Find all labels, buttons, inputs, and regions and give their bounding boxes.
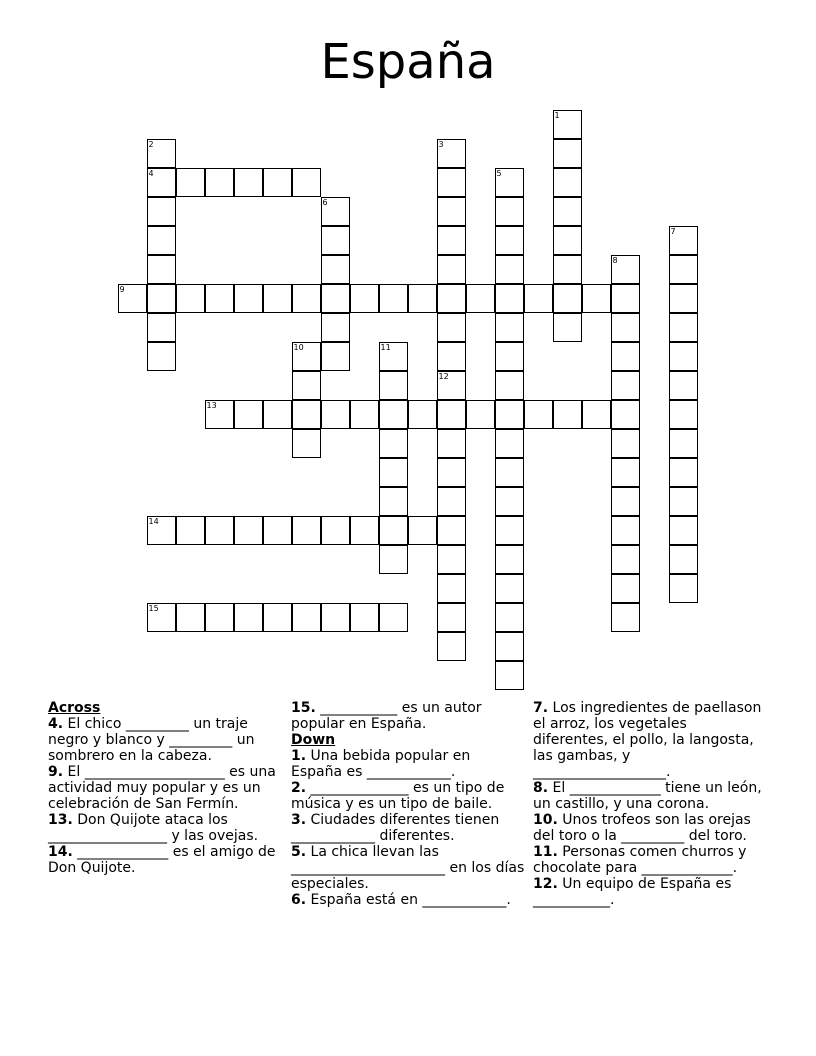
grid-cell[interactable]: [582, 284, 611, 313]
clue-number: 14: [148, 517, 159, 526]
grid-cell[interactable]: [669, 487, 698, 516]
clue-number: 10.: [533, 812, 558, 828]
grid-cell[interactable]: [437, 574, 466, 603]
grid-cell[interactable]: [118, 284, 147, 313]
grid-cell[interactable]: [234, 284, 263, 313]
grid-cell[interactable]: [553, 313, 582, 342]
clue: [48, 812, 280, 844]
grid-cell[interactable]: [234, 603, 263, 632]
grid-cell[interactable]: [466, 284, 495, 313]
grid-cell[interactable]: [321, 284, 350, 313]
clue-number: 5.: [291, 844, 307, 860]
clue-text: La chica llevan las ______________________ en los días especiales.: [291, 844, 525, 892]
grid-cell[interactable]: [350, 400, 379, 429]
grid-cell[interactable]: [495, 574, 524, 603]
grid-cell[interactable]: [669, 516, 698, 545]
grid-cell[interactable]: [263, 400, 292, 429]
clue-text: El ____________________ es una actividad muy popular y es un celebración de San Fermín.: [48, 764, 276, 812]
grid-cell[interactable]: [350, 284, 379, 313]
clue-number: 1: [554, 111, 560, 120]
clue-text: Personas comen churros y chocolate para _____________.: [533, 844, 747, 876]
grid-cell[interactable]: [553, 139, 582, 168]
grid-cell[interactable]: [147, 197, 176, 226]
grid-cell[interactable]: [379, 487, 408, 516]
grid-cell[interactable]: [292, 603, 321, 632]
grid-cell[interactable]: [437, 516, 466, 545]
grid-cell[interactable]: [669, 226, 698, 255]
clue-number: 6: [322, 198, 328, 207]
grid-cell[interactable]: [495, 487, 524, 516]
grid-cell[interactable]: [669, 371, 698, 400]
grid-cell[interactable]: [292, 429, 321, 458]
grid-cell[interactable]: [147, 255, 176, 284]
grid-cell[interactable]: [437, 313, 466, 342]
grid-cell[interactable]: [553, 284, 582, 313]
grid-cell[interactable]: [495, 458, 524, 487]
grid-cell[interactable]: [495, 632, 524, 661]
grid-cell[interactable]: [669, 342, 698, 371]
clue-section-heading: Down: [291, 732, 336, 748]
grid-cell[interactable]: [321, 342, 350, 371]
grid-cell[interactable]: [495, 197, 524, 226]
grid-cell[interactable]: [495, 313, 524, 342]
clue: [48, 716, 280, 764]
grid-cell[interactable]: [437, 284, 466, 313]
grid-cell[interactable]: [147, 342, 176, 371]
grid-cell[interactable]: [669, 400, 698, 429]
grid-cell[interactable]: [147, 139, 176, 168]
grid-cell[interactable]: [147, 516, 176, 545]
grid-cell[interactable]: [437, 603, 466, 632]
grid-cell[interactable]: [350, 516, 379, 545]
clue: [291, 892, 525, 908]
clue: [533, 812, 763, 844]
grid-cell[interactable]: [350, 603, 379, 632]
grid-cell[interactable]: [669, 574, 698, 603]
grid-cell[interactable]: [495, 342, 524, 371]
clue-number: 7: [670, 227, 676, 236]
grid-cell[interactable]: [292, 371, 321, 400]
grid-cell[interactable]: [234, 516, 263, 545]
grid-cell[interactable]: [611, 545, 640, 574]
grid-cell[interactable]: [495, 284, 524, 313]
clue-number: 3.: [291, 812, 307, 828]
clue-column-3: [533, 700, 763, 908]
clue-number: 8: [612, 256, 618, 265]
grid-cell[interactable]: [524, 400, 553, 429]
grid-cell[interactable]: [321, 313, 350, 342]
grid-cell[interactable]: [495, 168, 524, 197]
clue-number: 15.: [291, 700, 316, 716]
grid-cell[interactable]: [321, 226, 350, 255]
grid-cell[interactable]: [611, 255, 640, 284]
grid-cell[interactable]: [205, 284, 234, 313]
clue: [48, 844, 280, 876]
grid-cell[interactable]: [408, 516, 437, 545]
grid-cell[interactable]: [553, 197, 582, 226]
grid-cell[interactable]: [611, 603, 640, 632]
clue-number: 9.: [48, 764, 64, 780]
clue: [533, 780, 763, 812]
grid-cell[interactable]: [466, 400, 495, 429]
grid-cell[interactable]: [437, 226, 466, 255]
grid-cell[interactable]: [553, 255, 582, 284]
grid-cell[interactable]: [234, 400, 263, 429]
grid-cell[interactable]: [437, 168, 466, 197]
grid-cell[interactable]: [263, 168, 292, 197]
clue-number: 4.: [48, 716, 64, 732]
grid-cell[interactable]: [553, 110, 582, 139]
grid-cell[interactable]: [611, 371, 640, 400]
grid-cell[interactable]: [205, 603, 234, 632]
grid-cell[interactable]: [669, 545, 698, 574]
clue-section-heading: Across: [48, 700, 101, 716]
grid-cell[interactable]: [205, 168, 234, 197]
clue: [533, 844, 763, 876]
grid-cell[interactable]: [611, 429, 640, 458]
clue: [533, 876, 763, 908]
clue-text: _____________ es el amigo de Don Quijote.: [48, 844, 276, 876]
grid-cell[interactable]: [437, 139, 466, 168]
clue: [291, 748, 525, 780]
grid-cell[interactable]: [495, 255, 524, 284]
grid-cell[interactable]: [321, 603, 350, 632]
clue-text: Un equipo de España es ___________.: [533, 876, 732, 908]
grid-cell[interactable]: [176, 516, 205, 545]
grid-cell[interactable]: [495, 545, 524, 574]
grid-cell[interactable]: [234, 168, 263, 197]
grid-cell[interactable]: [437, 545, 466, 574]
grid-cell[interactable]: [176, 603, 205, 632]
grid-cell[interactable]: [379, 400, 408, 429]
grid-cell[interactable]: [553, 168, 582, 197]
grid-cell[interactable]: [495, 603, 524, 632]
clue-text: Una bebida popular en España es ____________.: [291, 748, 471, 780]
clue-text: España está en ____________.: [310, 892, 511, 908]
clue-number: 7.: [533, 700, 549, 716]
grid-cell[interactable]: [437, 342, 466, 371]
grid-cell[interactable]: [495, 371, 524, 400]
clue-number: 13: [206, 401, 217, 410]
grid-cell[interactable]: [495, 516, 524, 545]
clue-number: 11.: [533, 844, 558, 860]
clue-number: 11: [380, 343, 391, 352]
clue: [48, 764, 280, 812]
clue-number: 2.: [291, 780, 307, 796]
clue-text: Los ingredientes de paellason el arroz, los vegetales diferentes, el pollo, la langosta, las gambas, y ___________________.: [533, 700, 762, 780]
grid-cell[interactable]: [379, 516, 408, 545]
grid-cell[interactable]: [263, 516, 292, 545]
grid-cell[interactable]: [611, 487, 640, 516]
clue: [291, 780, 525, 812]
clue-number: 9: [119, 285, 125, 294]
grid-cell[interactable]: [176, 168, 205, 197]
grid-cell[interactable]: [321, 197, 350, 226]
clue: [291, 812, 525, 844]
grid-cell[interactable]: [292, 284, 321, 313]
grid-cell[interactable]: [437, 632, 466, 661]
grid-cell[interactable]: [495, 429, 524, 458]
clue-column-1: [48, 700, 280, 876]
grid-cell[interactable]: [263, 284, 292, 313]
grid-cell[interactable]: [582, 400, 611, 429]
grid-cell[interactable]: [611, 574, 640, 603]
clue-number: 14.: [48, 844, 73, 860]
clue: [291, 844, 525, 892]
grid-cell[interactable]: [379, 284, 408, 313]
grid-cell[interactable]: [611, 458, 640, 487]
grid-cell[interactable]: [437, 429, 466, 458]
clue-number: 10: [293, 343, 304, 352]
grid-cell[interactable]: [292, 400, 321, 429]
clue-number: 3: [438, 140, 444, 149]
grid-cell[interactable]: [611, 284, 640, 313]
clue-text: Unos trofeos son las orejas del toro o la _________ del toro.: [533, 812, 751, 844]
grid-cell[interactable]: [669, 313, 698, 342]
grid-cell[interactable]: [379, 458, 408, 487]
grid-cell[interactable]: [611, 342, 640, 371]
grid-cell[interactable]: [524, 284, 553, 313]
grid-cell[interactable]: [176, 284, 205, 313]
clue-number: 13.: [48, 812, 73, 828]
grid-cell[interactable]: [321, 255, 350, 284]
grid-cell[interactable]: [437, 197, 466, 226]
grid-cell[interactable]: [611, 313, 640, 342]
clue-text: ___________ es un autor popular en España.: [291, 700, 482, 732]
grid-cell[interactable]: [669, 255, 698, 284]
clue-number: 1.: [291, 748, 307, 764]
grid-cell[interactable]: [379, 603, 408, 632]
grid-cell[interactable]: [611, 516, 640, 545]
grid-cell[interactable]: [147, 284, 176, 313]
grid-cell[interactable]: [669, 458, 698, 487]
clue-text: El chico _________ un traje negro y blanco y _________ un sombrero en la cabeza.: [48, 716, 255, 764]
grid-cell[interactable]: [205, 400, 234, 429]
clue-text: ______________ es un tipo de música y es un tipo de baile.: [291, 780, 505, 812]
grid-cell[interactable]: [292, 516, 321, 545]
clue-column-2: [291, 700, 525, 908]
grid-cell[interactable]: [292, 342, 321, 371]
grid-cell[interactable]: [437, 487, 466, 516]
grid-cell[interactable]: [437, 255, 466, 284]
grid-cell[interactable]: [437, 371, 466, 400]
grid-cell[interactable]: [321, 400, 350, 429]
grid-cell[interactable]: [495, 661, 524, 690]
grid-cell[interactable]: [379, 545, 408, 574]
grid-cell[interactable]: [263, 603, 292, 632]
clue-number: 15: [148, 604, 159, 613]
clue-number: 12.: [533, 876, 558, 892]
grid-cell[interactable]: [495, 400, 524, 429]
clue-number: 5: [496, 169, 502, 178]
clue-text: Ciudades diferentes tienen ____________ diferentes.: [291, 812, 500, 844]
grid-cell[interactable]: [321, 516, 350, 545]
grid-cell[interactable]: [611, 400, 640, 429]
clue-number: 6.: [291, 892, 307, 908]
clue-number: 8.: [533, 780, 549, 796]
grid-cell[interactable]: [379, 429, 408, 458]
clue-number: 4: [148, 169, 154, 178]
grid-cell[interactable]: [147, 168, 176, 197]
grid-cell[interactable]: [205, 516, 234, 545]
grid-cell[interactable]: [669, 284, 698, 313]
grid-cell[interactable]: [292, 168, 321, 197]
grid-cell[interactable]: [495, 226, 524, 255]
grid-cell[interactable]: [408, 400, 437, 429]
grid-cell[interactable]: [408, 284, 437, 313]
clue-text: Don Quijote ataca los _________________ y las ovejas.: [48, 812, 259, 844]
clue-number: 12: [438, 372, 449, 381]
clue-number: 2: [148, 140, 154, 149]
page-title: España: [320, 34, 496, 90]
clue-text: El _____________ tiene un león, un castillo, y una corona.: [533, 780, 762, 812]
grid-cell[interactable]: [379, 342, 408, 371]
grid-cell[interactable]: [147, 226, 176, 255]
grid-cell[interactable]: [147, 313, 176, 342]
grid-cell[interactable]: [379, 371, 408, 400]
grid-cell[interactable]: [553, 226, 582, 255]
grid-cell[interactable]: [669, 429, 698, 458]
grid-cell[interactable]: [553, 400, 582, 429]
grid-cell[interactable]: [437, 400, 466, 429]
grid-cell[interactable]: [147, 603, 176, 632]
clue: [533, 700, 763, 780]
grid-cell[interactable]: [437, 458, 466, 487]
clue: [291, 700, 525, 732]
